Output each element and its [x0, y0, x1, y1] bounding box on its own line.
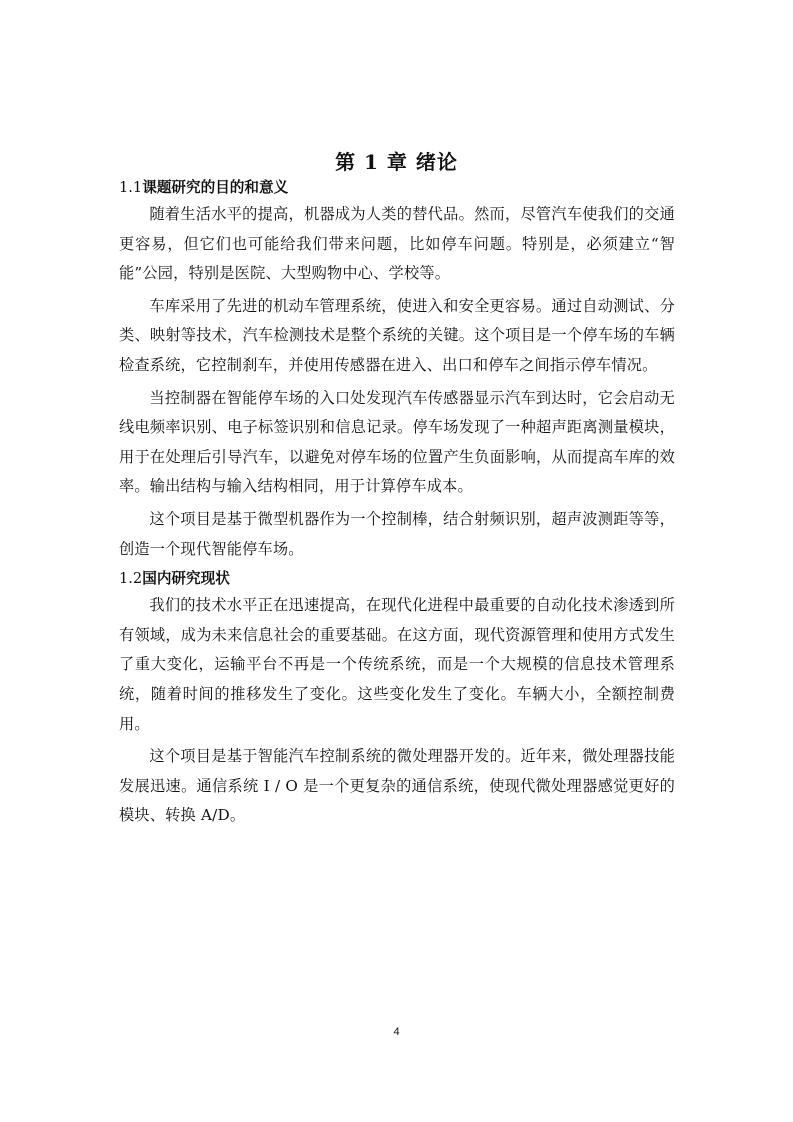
section-title: 国内研究现状	[142, 570, 230, 588]
page-number: 4	[393, 1026, 400, 1038]
section-number: 1.1	[119, 179, 143, 196]
section-heading-1-2	[119, 567, 675, 591]
paragraph: 随着生活水平的提高，机器成为人类的替代品。然而，尽管汽车使我们的交通更容易，但它们也可能给我们带来问题，比如停车问题。特别是，必须建立“智能”公园，特别是医院、大型购物中心、学校等。	[119, 205, 675, 283]
section-heading-1-1	[119, 176, 675, 200]
section-number: 1.2	[119, 570, 143, 588]
chapter-title: 第 1 章 绪论	[335, 150, 458, 174]
paragraph: 我们的技术水平正在迅速提高，在现代化进程中最重要的自动化技术渗透到所有领域，成为未来信息社会的重要基础。在这方面，现代资源管理和使用方式发生了重大变化，运输平台不再是一个传统系统，而是一个大规模的信息技术管理系统，随着时间的推移发生了变化。这些变化发生了变化。车辆大小，全额控制费用。	[119, 596, 675, 733]
paragraph: 这个项目是基于微型机器作为一个控制棒，结合射频识别，超声波测距等等，创造一个现代智能停车场。	[119, 509, 675, 558]
paragraph: 这个项目是基于智能汽车控制系统的微处理器开发的。近年来，微处理器技能发展迅速。通信系统 I / O 是一个更复杂的通信系统，使现代微处理器感觉更好的模块、转换 A/D。	[119, 747, 675, 825]
section-title: 课题研究的目的和意义	[142, 179, 289, 196]
paragraph: 车库采用了先进的机动车管理系统，使进入和安全更容易。通过自动测试、分类、映射等技术，汽车检测技术是整个系统的关键。这个项目是一个停车场的车辆检查系统，它控制刹车，并使用传感器在进入、出口和停车之间指示停车情况。	[119, 296, 675, 374]
page-body	[119, 176, 675, 834]
paragraph: 当控制器在智能停车场的入口处发现汽车传感器显示汽车到达时，它会启动无线电频率识别、电子标签识别和信息记录。停车场发现了一种超声距离测量模块，用于在处理后引导汽车，以避免对停车场的位置产生负面影响，从而提高车库的效率。输出结构与输入结构相同，用于计算停车成本。	[119, 388, 675, 496]
